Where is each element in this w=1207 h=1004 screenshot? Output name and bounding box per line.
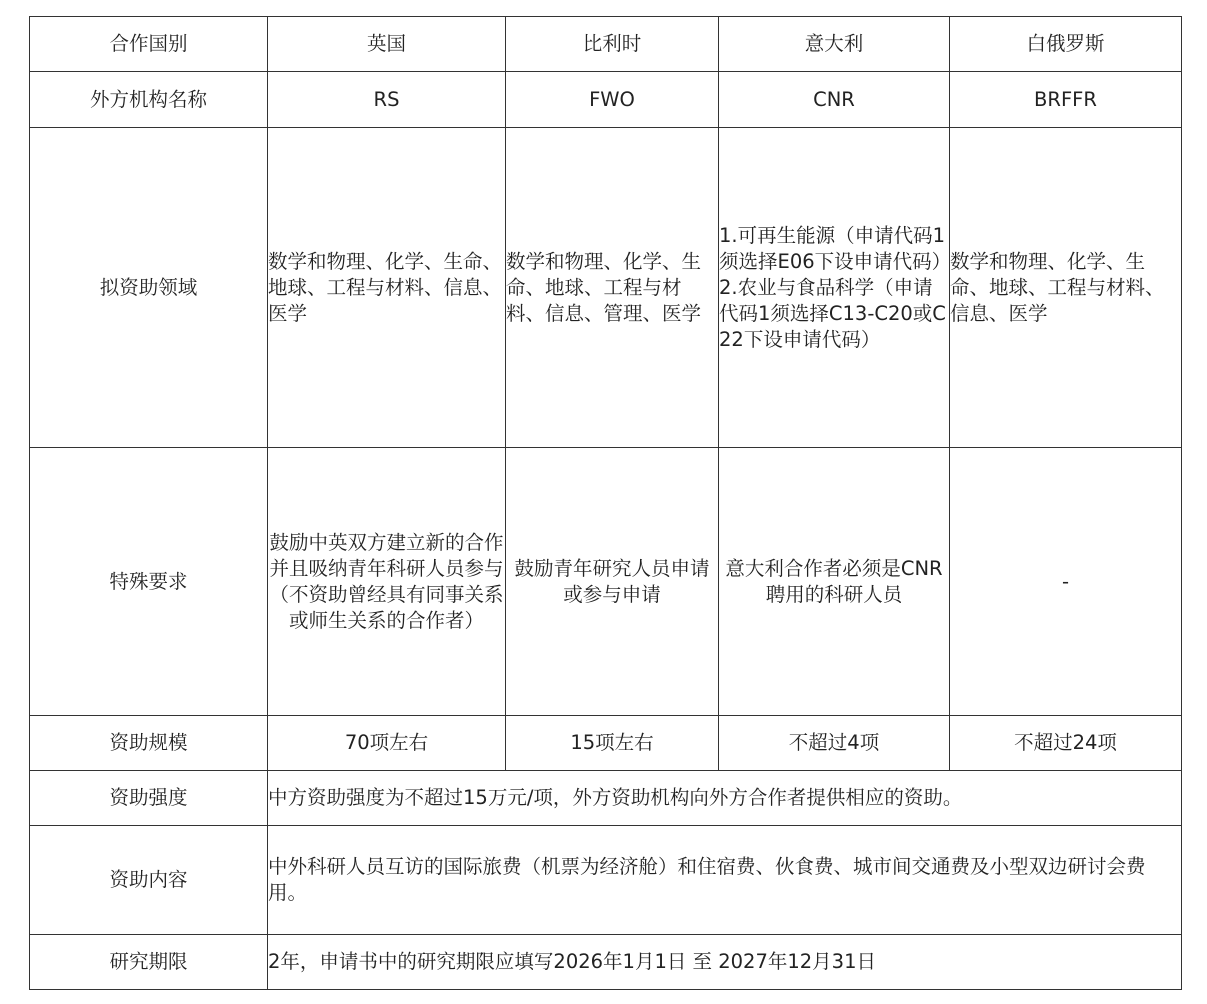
label-period: 研究期限 (30, 935, 268, 990)
cell-requirements-belgium: 鼓励青年研究人员申请或参与申请 (506, 448, 719, 716)
label-scale: 资助规模 (30, 716, 268, 771)
row-scale (30, 716, 1182, 771)
label-agency: 外方机构名称 (30, 72, 268, 128)
label-country: 合作国别 (30, 17, 268, 72)
label-fields: 拟资助领域 (30, 128, 268, 448)
cell-scale-belarus: 不超过24项 (950, 716, 1182, 771)
cell-country-belarus: 白俄罗斯 (950, 17, 1182, 72)
row-agency (30, 72, 1182, 128)
fields-italy-item-1: 1.可再生能源（申请代码1须选择E06下设申请代码） (719, 223, 952, 273)
cell-intensity-value: 中方资助强度为不超过15万元/项，外方资助机构向外方合作者提供相应的资助。 (268, 771, 1182, 826)
row-intensity (30, 771, 1182, 826)
cell-requirements-italy: 意大利合作者必须是CNR聘用的科研人员 (719, 448, 950, 716)
cell-agency-italy: CNR (719, 72, 950, 128)
cell-fields-italy (719, 128, 950, 448)
cell-agency-belgium: FWO (506, 72, 719, 128)
row-fields (30, 128, 1182, 448)
cell-scale-italy: 不超过4项 (719, 716, 950, 771)
cell-country-italy: 意大利 (719, 17, 950, 72)
row-country (30, 17, 1182, 72)
cell-scale-uk: 70项左右 (268, 716, 506, 771)
row-period (30, 935, 1182, 990)
cell-agency-uk: RS (268, 72, 506, 128)
row-content (30, 826, 1182, 935)
cell-requirements-uk: 鼓励中英双方建立新的合作并且吸纳青年科研人员参与（不资助曾经具有同事关系或师生关系的合作者） (268, 448, 506, 716)
cell-fields-belarus: 数学和物理、化学、生命、地球、工程与材料、信息、医学 (950, 128, 1182, 448)
label-intensity: 资助强度 (30, 771, 268, 826)
cell-fields-uk: 数学和物理、化学、生命、地球、工程与材料、信息、医学 (268, 128, 506, 448)
cell-requirements-belarus: - (950, 448, 1182, 716)
label-content: 资助内容 (30, 826, 268, 935)
cell-fields-belgium: 数学和物理、化学、生命、地球、工程与材料、信息、管理、医学 (506, 128, 719, 448)
fields-italy-item-2: 2.农业与食品科学（申请代码1须选择C13-C20或C22下设申请代码） (719, 275, 946, 351)
cell-content-value: 中外科研人员互访的国际旅费（机票为经济舱）和住宿费、伙食费、城市间交通费及小型双边研讨会费用。 (268, 826, 1182, 935)
funding-table (29, 16, 1182, 990)
cell-country-uk: 英国 (268, 17, 506, 72)
row-requirements (30, 448, 1182, 716)
cell-period-value: 2年，申请书中的研究期限应填写2026年1月1日 至 2027年12月31日 (268, 935, 1182, 990)
label-requirements: 特殊要求 (30, 448, 268, 716)
cell-country-belgium: 比利时 (506, 17, 719, 72)
cell-agency-belarus: BRFFR (950, 72, 1182, 128)
cell-scale-belgium: 15项左右 (506, 716, 719, 771)
